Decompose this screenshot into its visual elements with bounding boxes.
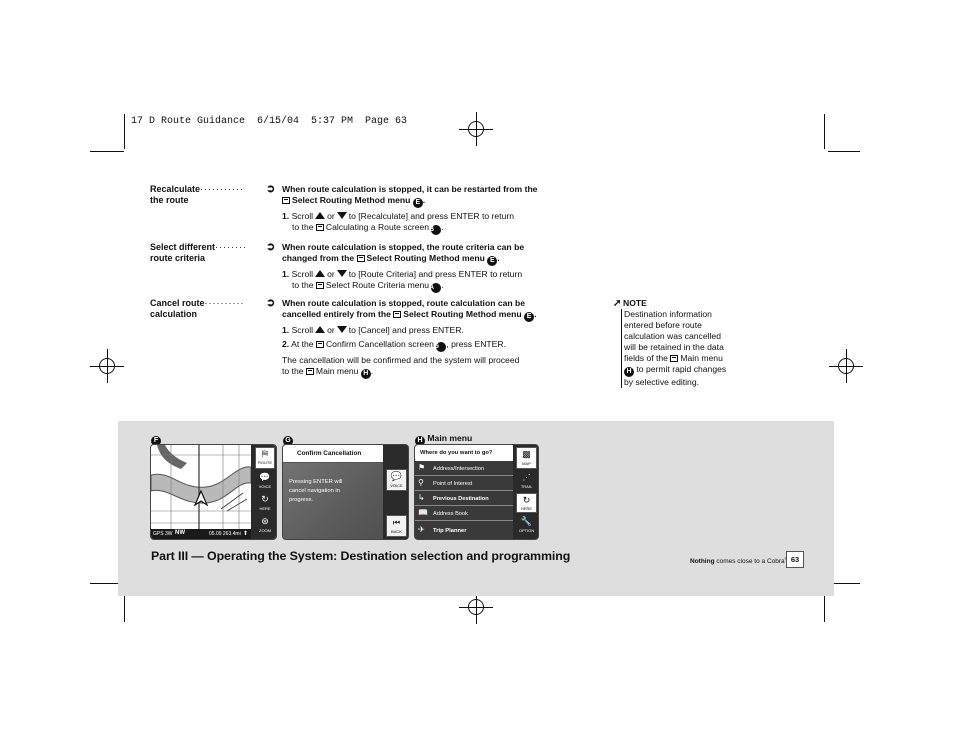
back-button[interactable]: ⏮ BACK [386, 515, 407, 537]
entry-term: Cancel route·········· calculation [150, 298, 245, 319]
crop-mark [124, 114, 125, 149]
menu-icon [316, 224, 324, 231]
crop-mark [828, 151, 860, 152]
entry-body: When route calculation is stopped, the route criteria can be changed from the Select Routing Method menu E . 1. Scroll or to [Route Criteria] and press ENTER to return to the Select Route Criteria menu A . [282, 242, 525, 291]
entry-body: When route calculation is stopped, it can be restarted from the Select Routing Method menu E . 1. Scroll or to [Recalculate] and press ENTER to return to the Calculating a Route screen B . [282, 184, 538, 233]
down-arrow-icon [337, 270, 347, 277]
voice-button[interactable]: 💬 VOICE [386, 469, 407, 491]
address-book-icon: 📖 [418, 508, 428, 517]
menu-icon [316, 282, 324, 289]
up-arrow-icon [315, 270, 325, 277]
trail-button[interactable]: ⋰ TRAIL [516, 471, 537, 491]
entry-body: When route calculation is stopped, route calculation can be cancelled entirely from the Select Routing Method menu E . 1. Scroll or to [Cancel] and press ENTER. 2. At the Confirm Cancellation screen G , press ENTER. The cancellation will be confirmed and the system will proceed to the Main menu H . [282, 298, 537, 377]
map-icon: ▩ [522, 449, 531, 459]
main-menu-screen [414, 444, 539, 540]
screen-key-badge: H [361, 369, 371, 379]
note-heading: NOTE [623, 298, 647, 308]
map-status-left: GPS 3W [153, 531, 173, 537]
registration-mark [459, 112, 493, 146]
page-number: 63 [786, 551, 804, 568]
screen-key-badge: E [487, 256, 497, 266]
menu-item-poi[interactable]: ⚲ Point of Interest [415, 477, 513, 491]
screen-key-badge: H [624, 367, 634, 377]
menu-icon [357, 255, 365, 262]
poi-icon: ⚲ [418, 478, 424, 487]
confirm-message: Pressing ENTER will cancel navigation in progress. [289, 479, 343, 503]
confirm-cancellation-screen [282, 444, 409, 540]
menu-icon [316, 341, 324, 348]
menu-prompt: Where do you want to go? [415, 445, 513, 461]
arrow-icon: ➲ [266, 183, 276, 195]
down-arrow-icon [337, 212, 347, 219]
here-button[interactable]: ↻ HERE [516, 493, 537, 513]
menu-icon [282, 197, 290, 204]
entry-term: Select different········ route criteria [150, 242, 248, 263]
menu-item-address[interactable]: ⚑ Address/Intersection [415, 462, 513, 476]
route-icon: ⛿ [261, 449, 269, 459]
route-button[interactable]: ⛿ ROUTE [255, 447, 275, 469]
wrench-icon: 🔧 [520, 516, 533, 526]
zoom-icon: ⊛ [261, 516, 269, 526]
screen-key-badge: G [436, 342, 446, 352]
trail-icon: ⋰ [522, 473, 531, 482]
menu-item-address-book[interactable]: 📖 Address Book [415, 507, 513, 521]
down-arrow-icon [337, 326, 347, 333]
up-arrow-icon [315, 212, 325, 219]
note-arrow-icon: ➚ [613, 298, 622, 309]
map-status-right: 05.09 263.4mi [209, 531, 241, 537]
north-arrow-icon: ⬆ [243, 531, 249, 537]
option-button[interactable]: 🔧 OPTION [516, 515, 537, 537]
screen-title-bar [283, 445, 383, 463]
menu-icon [670, 355, 678, 362]
entry-term: Recalculate··········· the route [150, 184, 244, 205]
back-icon: ⏮ [392, 518, 401, 527]
previous-destination-icon: ↳ [418, 493, 425, 502]
voice-button[interactable]: 💬 VOICE [255, 471, 275, 491]
menu-icon [393, 311, 401, 318]
crop-mark [90, 151, 124, 152]
map-button[interactable]: ▩ MAP [516, 447, 537, 469]
menu-item-trip-planner[interactable]: ✈ Trip Planner [415, 522, 513, 540]
registration-mark [90, 349, 124, 383]
screen-g-label: G [283, 433, 293, 446]
address-sign-icon: ⚑ [418, 463, 426, 472]
screen-key-badge: B [431, 225, 441, 235]
trip-planner-icon: ✈ [418, 525, 425, 534]
screen-h-label: H Main menu [415, 433, 472, 446]
screen-title: Confirm Cancellation [297, 450, 362, 457]
map-screen [150, 444, 277, 540]
speech-icon: 💬 [259, 472, 271, 482]
footer-title: Part III — Operating the System: Destination selection and programming [151, 549, 571, 563]
screen-key-badge: E [413, 198, 423, 208]
registration-mark [829, 349, 863, 383]
screen-f-label: F [151, 433, 161, 446]
menu-icon [306, 368, 314, 375]
zoom-button[interactable]: ⊛ ZOOM [255, 515, 275, 537]
here-button[interactable]: ↻ HERE [255, 493, 275, 513]
here-icon: ↻ [522, 495, 531, 505]
up-arrow-icon [315, 326, 325, 333]
tagline: Nothing comes close to a Cobra [690, 558, 785, 566]
slug-line: 17 D Route Guidance 6/15/04 5:37 PM Page 63 [131, 116, 408, 127]
note-text: Destination information entered before route calculation was cancelled will be retained in the data fields of the Main menu H to permit rapid changes by selective editing. [621, 309, 733, 388]
arrow-icon: ➲ [266, 297, 276, 309]
screen-key-badge: E [524, 312, 534, 322]
menu-item-previous[interactable]: ↳ Previous Destination [415, 492, 513, 506]
speech-icon: 💬 [390, 471, 403, 481]
screen-key-badge: A [431, 283, 441, 293]
arrow-icon: ➲ [266, 241, 276, 253]
here-icon: ↻ [261, 494, 269, 504]
map-status-heading: NW [175, 530, 185, 536]
crop-mark [824, 114, 825, 149]
